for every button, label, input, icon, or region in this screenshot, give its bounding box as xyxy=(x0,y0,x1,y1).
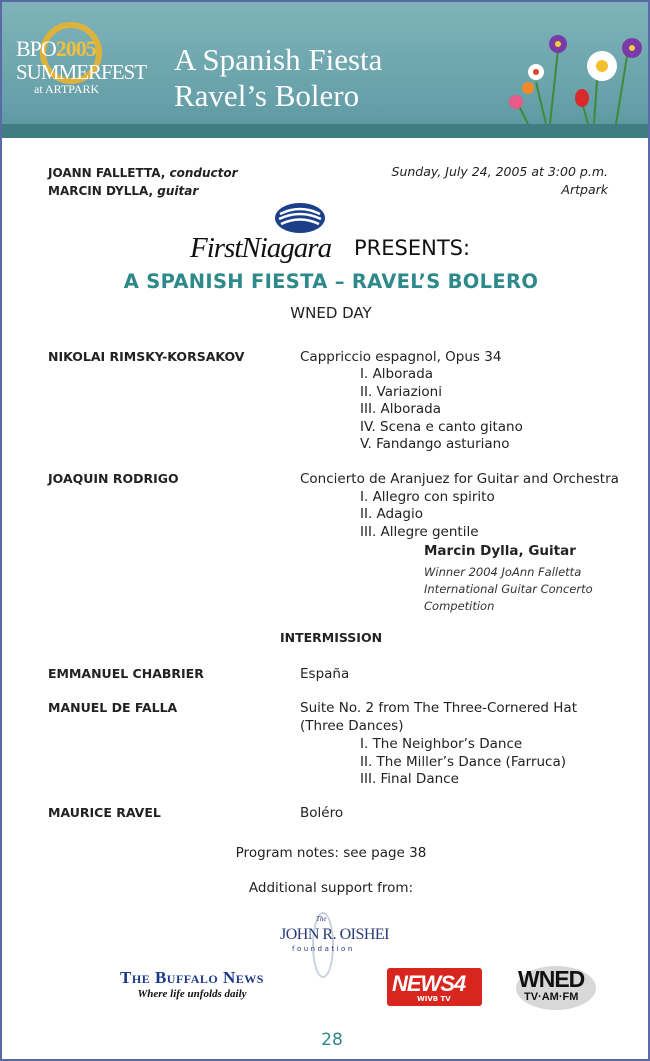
news4-logo xyxy=(387,968,482,1006)
performers xyxy=(48,164,238,200)
movement: I. Allegro con spirito xyxy=(360,489,495,505)
work-bolero: Boléro xyxy=(300,805,344,821)
flowers-illustration xyxy=(498,30,646,124)
work-capriccio: Cappriccio espagnol, Opus 34 xyxy=(300,349,502,365)
oishei-name: JOHN R. OISHEI xyxy=(280,926,389,943)
movement: II. Adagio xyxy=(360,506,423,522)
movement: I. Alborada xyxy=(360,366,434,382)
banner-stripe xyxy=(2,124,648,138)
event-venue: Artpark xyxy=(561,182,608,197)
event-info xyxy=(392,163,608,199)
oishei-the: The xyxy=(316,915,327,923)
news4-sub: WIVB TV xyxy=(417,995,451,1003)
program-notes: Program notes: see page 38 xyxy=(235,845,427,861)
note-line: Winner 2004 JoAnn Falletta xyxy=(424,565,582,579)
note-line: International Guitar Concerto xyxy=(424,582,593,596)
concert-title: A SPANISH FIESTA – RAVEL’S BOLERO xyxy=(123,270,539,293)
event-date: Sunday, July 24, 2005 at 3:00 p.m. xyxy=(391,164,608,179)
banner-title-line2: Ravel’s Bolero xyxy=(174,78,360,113)
wned-name: WNED xyxy=(518,966,585,992)
logo-line2: SUMMERFEST xyxy=(16,60,147,84)
oishei-foundation-logo xyxy=(272,912,392,992)
work-aranjuez: Concierto de Aranjuez for Guitar and Orchestra xyxy=(300,471,619,487)
note-line: Competition xyxy=(424,599,495,613)
page-number: 28 xyxy=(321,1030,343,1050)
wned-sub: TV·AM·FM xyxy=(524,991,579,1003)
work-espana: España xyxy=(300,666,350,682)
movement: I. The Neighbor’s Dance xyxy=(360,736,523,752)
news4-name: NEWS4 xyxy=(392,971,466,996)
composer-de-falla: MANUEL DE FALLA xyxy=(48,700,178,715)
movement: III. Alborada xyxy=(360,401,442,417)
composer-ravel: MAURICE RAVEL xyxy=(48,805,161,820)
composer-rimsky-korsakov: NIKOLAI RIMSKY-KORSAKOV xyxy=(48,349,245,364)
conductor-line: JOANN FALLETTA, conductor xyxy=(48,166,238,180)
work-three-cornered-hat: Suite No. 2 from The Three-Cornered Hat xyxy=(300,700,577,716)
movement: IV. Scena e canto gitano xyxy=(360,419,523,435)
movement: III. Allegre gentile xyxy=(360,524,479,540)
banner-title-line1: A Spanish Fiesta xyxy=(174,42,383,77)
logo-line3: at ARTPARK xyxy=(34,82,100,96)
sponsor-name: FirstNiagara xyxy=(190,232,332,264)
bpo-summerfest-logo xyxy=(12,20,152,110)
additional-support: Additional support from: xyxy=(248,880,414,896)
banner-title xyxy=(174,42,382,114)
oishei-sub: foundation xyxy=(292,945,355,953)
presents-label: PRESENTS: xyxy=(354,236,471,260)
buffalo-news-tagline: Where life unfolds daily xyxy=(137,988,247,1000)
work-three-cornered-hat-sub: (Three Dances) xyxy=(300,718,404,734)
intermission: INTERMISSION xyxy=(279,630,383,645)
soloist: Marcin Dylla, Guitar xyxy=(424,543,576,559)
guitar-line: MARCIN DYLLA, guitar xyxy=(48,184,199,198)
buffalo-news-logo xyxy=(102,968,282,1000)
first-niagara-logo-icon xyxy=(274,202,326,234)
buffalo-news-name: The Buffalo News xyxy=(120,968,264,987)
movement: III. Final Dance xyxy=(360,771,459,787)
composer-rodrigo: JOAQUIN RODRIGO xyxy=(48,471,179,486)
movement: V. Fandango asturiano xyxy=(360,436,510,452)
composer-chabrier: EMMANUEL CHABRIER xyxy=(48,666,204,681)
concert-day: WNED DAY xyxy=(290,304,372,322)
movement: II. The Miller’s Dance (Farruca) xyxy=(360,754,567,770)
soloist-note xyxy=(424,564,593,615)
wned-logo xyxy=(514,964,598,1010)
movement: II. Variazioni xyxy=(360,384,442,400)
logo-line1: BPO2005 xyxy=(16,36,96,61)
header-banner xyxy=(2,2,648,124)
sponsor-presents xyxy=(2,202,648,262)
